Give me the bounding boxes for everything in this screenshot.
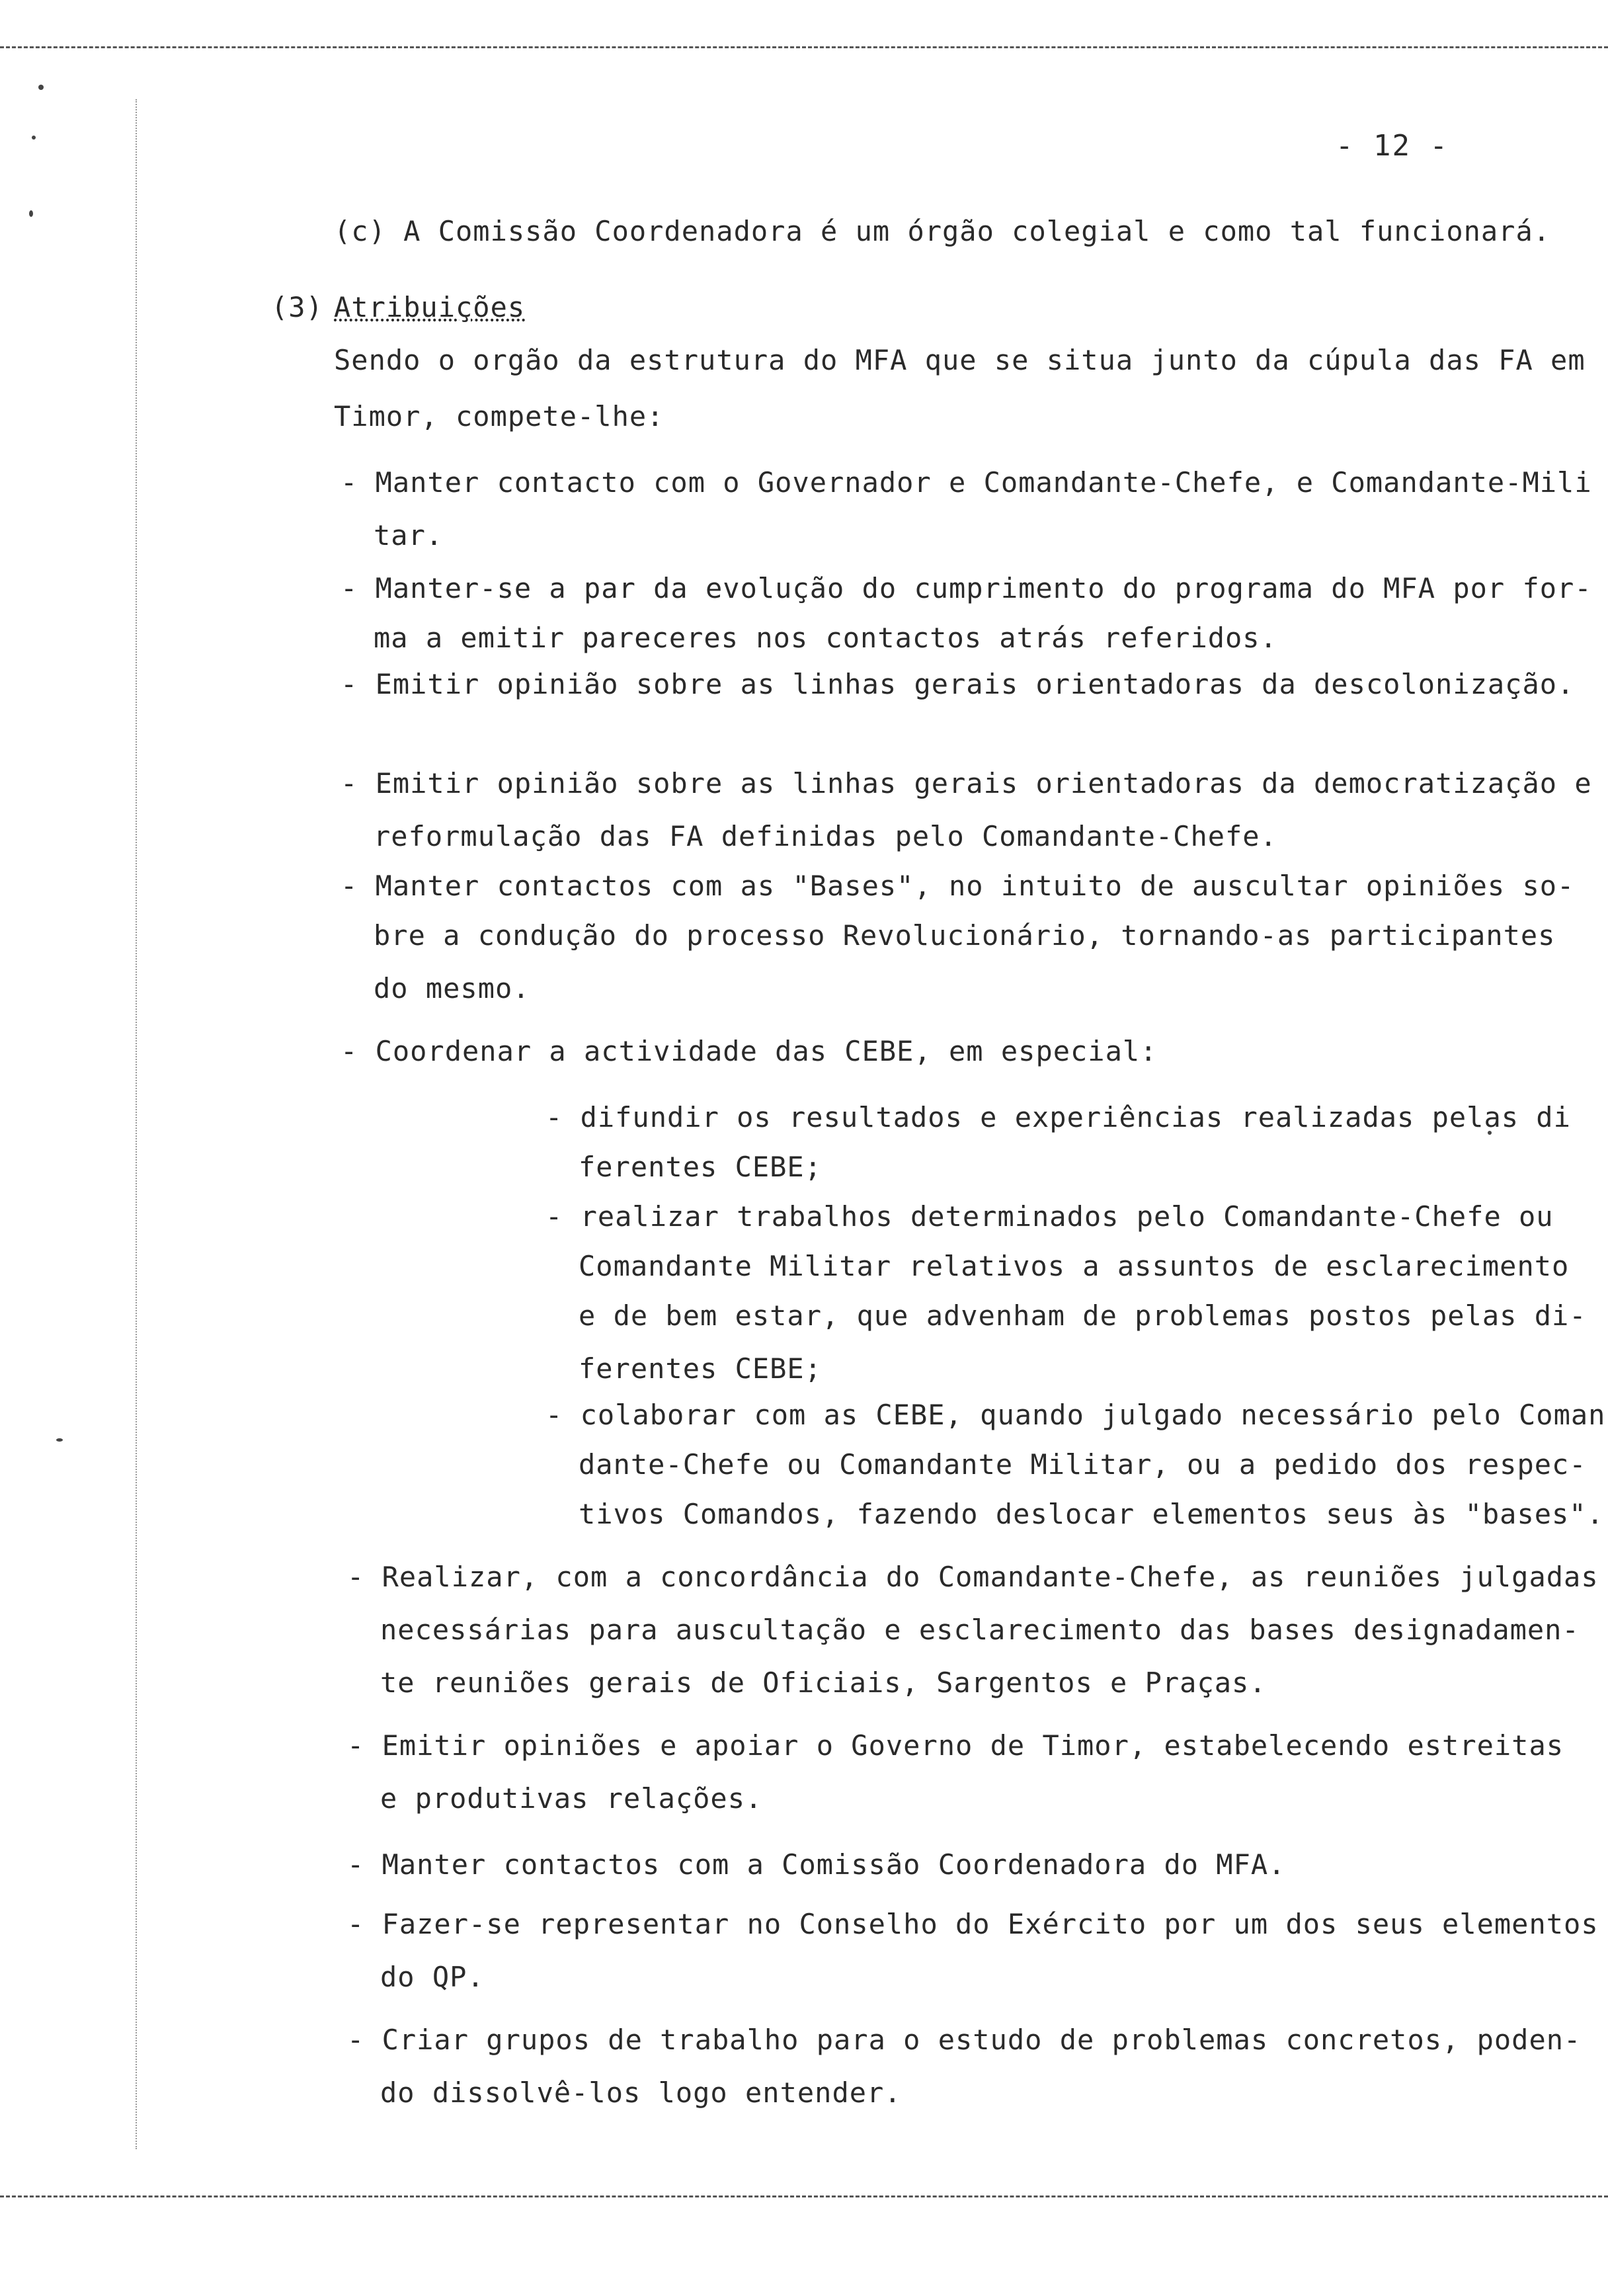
- list-item: ma a emitir pareceres nos contactos atrás referidos.: [374, 622, 1277, 654]
- binding-margin-line: [136, 99, 137, 2149]
- sub-list-item: ferentes CEBE;: [579, 1352, 823, 1385]
- list-item: do QP.: [380, 1961, 485, 1993]
- section-title: Atribuições: [334, 291, 526, 323]
- list-item: te reuniões gerais de Oficiais, Sargentos e Praças.: [380, 1666, 1267, 1699]
- sub-list-item: - realizar trabalhos determinados pelo Comandante-Chefe ou: [545, 1200, 1554, 1233]
- section-number: (3): [271, 291, 323, 323]
- sub-list-item: e de bem estar, que advenham de problemas postos pelas di-: [579, 1299, 1587, 1332]
- scan-speck: [56, 1438, 63, 1442]
- list-item: - Fazer-se representar no Conselho do Exército por um dos seus elementos: [347, 1908, 1599, 1940]
- list-item: - Emitir opiniões e apoiar o Governo de Timor, estabelecendo estreitas: [347, 1729, 1564, 1762]
- sub-list-item: Comandante Militar relativos a assuntos de esclarecimento: [579, 1250, 1570, 1282]
- list-item: - Manter contactos com a Comissão Coordenadora do MFA.: [347, 1848, 1286, 1881]
- list-item: - Criar grupos de trabalho para o estudo de problemas concretos, poden-: [347, 2024, 1582, 2056]
- list-item: reformulação das FA definidas pelo Comandante-Chefe.: [374, 820, 1277, 852]
- clause-c: (c) A Comissão Coordenadora é um órgão colegial e como tal funcionará.: [334, 215, 1551, 247]
- scan-speck: [29, 210, 33, 217]
- sub-list-item: tivos Comandos, fazendo deslocar elementos seus às "bases".: [579, 1498, 1604, 1530]
- sub-list-item: dante-Chefe ou Comandante Militar, ou a pedido dos respec-: [579, 1448, 1587, 1481]
- list-item: do mesmo.: [374, 972, 530, 1004]
- sub-list-item: ferentes CEBE;: [579, 1151, 823, 1183]
- sub-list-item: - difundir os resultados e experiências realizadas pelas di: [545, 1101, 1571, 1133]
- list-item: - Manter contactos com as "Bases", no intuito de auscultar opiniões so-: [341, 870, 1575, 902]
- page-number: - 12 -: [1336, 129, 1449, 163]
- bottom-border-line: [0, 2195, 1608, 2197]
- list-item: bre a condução do processo Revolucionário, tornando-as participantes: [374, 919, 1556, 952]
- list-item: - Emitir opinião sobre as linhas gerais orientadoras da descolonização.: [341, 668, 1575, 700]
- list-item: - Coordenar a actividade das CEBE, em especial:: [341, 1035, 1158, 1067]
- list-item: tar.: [374, 519, 444, 552]
- list-item: necessárias para auscultação e esclarecimento das bases designadamen-: [380, 1614, 1580, 1646]
- top-border-line: [0, 46, 1608, 48]
- list-item: - Realizar, com a concordância do Comandante-Chefe, as reuniões julgadas: [347, 1561, 1599, 1593]
- list-item: - Manter-se a par da evolução do cumprimento do programa do MFA por for-: [341, 572, 1592, 604]
- list-item: - Manter contacto com o Governador e Comandante-Chefe, e Comandante-Mili: [341, 466, 1592, 499]
- intro-line: Timor, compete-lhe:: [334, 400, 664, 432]
- list-item: - Emitir opinião sobre as linhas gerais orientadoras da democratização e: [341, 767, 1592, 800]
- sub-list-item: - colaborar com as CEBE, quando julgado necessário pelo Coman: [545, 1399, 1606, 1431]
- scan-speck: [32, 136, 36, 140]
- list-item: do dissolvê-los logo entender.: [380, 2076, 902, 2109]
- intro-line: Sendo o orgão da estrutura do MFA que se situa junto da cúpula das FA em: [334, 344, 1586, 376]
- scan-speck: [38, 85, 44, 90]
- list-item: e produtivas relações.: [380, 1782, 763, 1815]
